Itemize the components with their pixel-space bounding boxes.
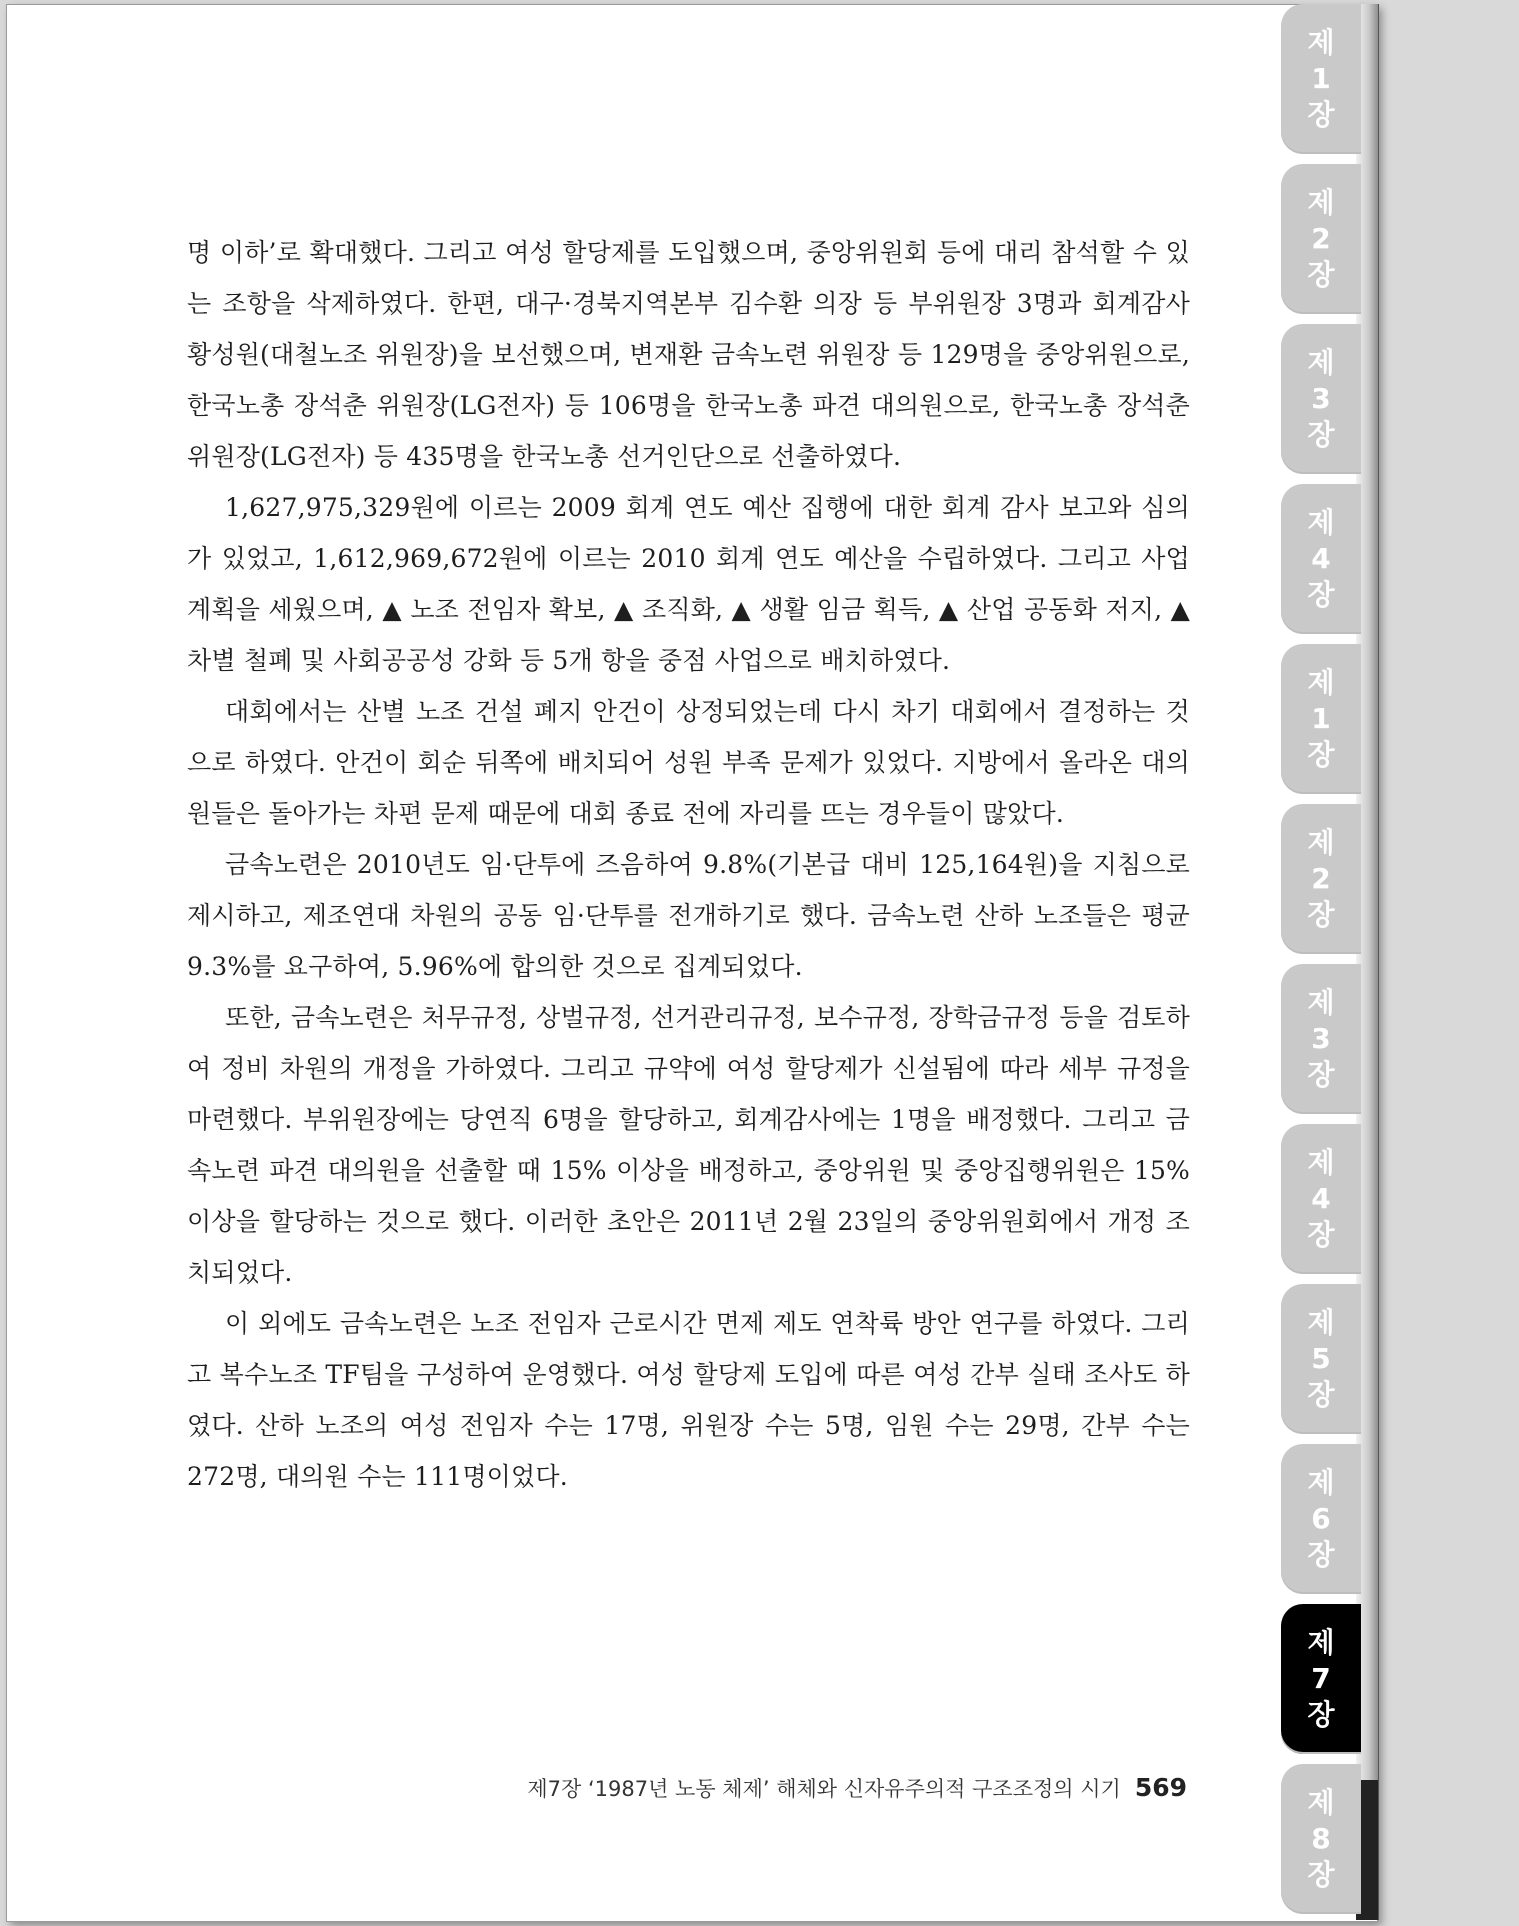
paragraph: 1,627,975,329원에 이르는 2009 회계 연도 예산 집행에 대한 회계 감사 보고와 심의가 있었고, 1,612,969,672원에 이르는 2010 회계 연도 예산을 수립하였다. 그리고 사업 계획을 세웠으며, ▲ 노조 전임자 확보, ▲ 조직화, ▲ 생활 임금 획득, ▲ 산업 공동화 저지, ▲ 차별 철폐 및 사회공공성 강화 등 5개 항을 중점 사업으로 배치하였다.: [187, 493, 1190, 675]
paragraph: 명 이하’로 확대했다. 그리고 여성 할당제를 도입했으며, 중앙위원회 등에 대리 참석할 수 있는 조항을 삭제하였다. 한편, 대구·경북지역본부 김수환 의장 등 부위원장 3명과 회계감사 황성원(대철노조 위원장)을 보선했으며, 변재환 금속노련 위원장 등 129명을 중앙위원으로, 한국노총 장석춘 위원장(LG전자) 등 106명을 한국노총 파견 대의원으로, 한국노총 장석춘 위원장(LG전자) 등 435명을 한국노총 선거인단으로 선출하였다.: [187, 238, 1190, 471]
paragraph: 또한, 금속노련은 처무규정, 상벌규정, 선거관리규정, 보수규정, 장학금규정 등을 검토하여 정비 차원의 개정을 가하였다. 그리고 규약에 여성 할당제가 신설됨에 따라 세부 규정을 마련했다. 부위원장에는 당연직 6명을 할당하고, 회계감사에는 1명을 배정했다. 그리고 금속노련 파견 대의원을 선출할 때 15% 이상을 배정하고, 중앙위원 및 중앙집행위원은 15% 이상을 할당하는 것으로 했다. 이러한 초안은 2011년 2월 23일의 중앙위원회에서 개정 조치되었다.: [187, 1003, 1190, 1287]
chapter-tab[interactable]: 제1장: [1281, 644, 1361, 794]
chapter-tab[interactable]: 제2장: [1281, 164, 1361, 314]
chapter-tab[interactable]: 제4장: [1281, 484, 1361, 634]
chapter-tab[interactable]: 제2장: [1281, 804, 1361, 954]
chapter-tab[interactable]: 제8장: [1281, 1764, 1361, 1914]
chapter-tab[interactable]: 제5장: [1281, 1284, 1361, 1434]
chapter-tab[interactable]: 제4장: [1281, 1124, 1361, 1274]
chapter-tab-active[interactable]: 제7장: [1281, 1604, 1361, 1754]
paragraph: 이 외에도 금속노련은 노조 전임자 근로시간 면제 제도 연착륙 방안 연구를 하였다. 그리고 복수노조 TF팀을 구성하여 운영했다. 여성 할당제 도입에 따른 여성 간부 실태 조사도 하였다. 산하 노조의 여성 전임자 수는 17명, 위원장 수는 5명, 임원 수는 29명, 간부 수는 272명, 대의원 수는 111명이었다.: [187, 1309, 1190, 1491]
chapter-tab[interactable]: 제1장: [1281, 4, 1361, 154]
chapter-tab[interactable]: 제3장: [1281, 324, 1361, 474]
paragraph: 대회에서는 산별 노조 건설 폐지 안건이 상정되었는데 다시 차기 대회에서 결정하는 것으로 하였다. 안건이 회순 뒤쪽에 배치되어 성원 부족 문제가 있었다. 지방에서 올라온 대의원들은 돌아가는 차편 문제 때문에 대회 종료 전에 자리를 뜨는 경우들이 많았다.: [187, 697, 1190, 828]
page-footer: [427, 1773, 1187, 1803]
paragraph: 금속노련은 2010년도 임·단투에 즈음하여 9.8%(기본급 대비 125,164원)을 지침으로 제시하고, 제조연대 차원의 공동 임·단투를 전개하기로 했다. 금속노련 산하 노조들은 평균 9.3%를 요구하여, 5.96%에 합의한 것으로 집계되었다.: [187, 850, 1190, 981]
book-page: [6, 4, 1378, 1922]
chapter-tab[interactable]: 제3장: [1281, 964, 1361, 1114]
chapter-tabs: [1281, 4, 1361, 1920]
body-text: [187, 227, 1190, 1502]
page-number: 569: [1134, 1773, 1187, 1802]
chapter-tab[interactable]: 제6장: [1281, 1444, 1361, 1594]
running-title: 제7장 ‘1987년 노동 체제’ 해체와 신자유주의적 구조조정의 시기: [527, 1777, 1121, 1801]
